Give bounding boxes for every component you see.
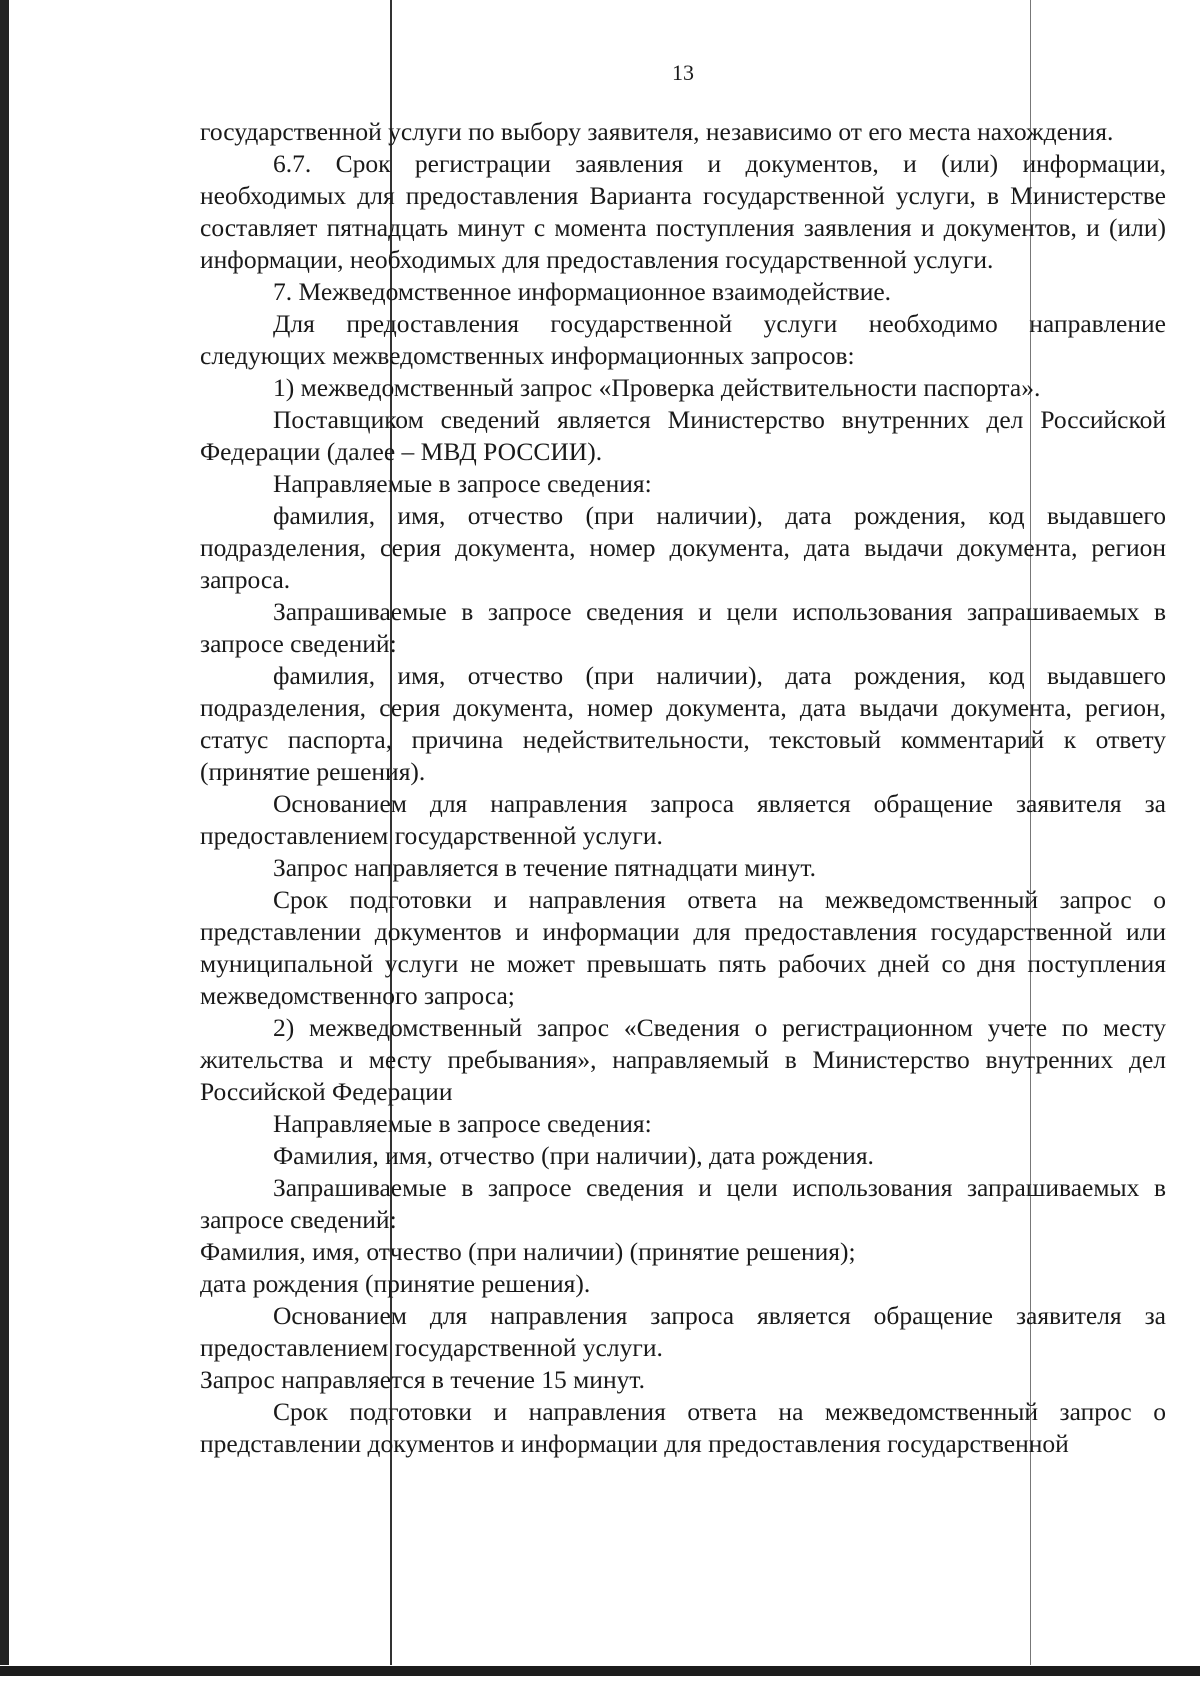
scan-edge-bottom-bar [0,1666,1200,1676]
paragraph: Запрашиваемые в запросе сведения и цели использования запрашиваемых в запросе сведений: [200,597,1166,658]
paragraph: государственной услуги по выбору заявителя, независимо от его места нахождения. [200,117,1114,146]
list-item: 1) межведомственный запрос «Проверка действительности паспорта». [273,373,1041,402]
page-number: 13 [672,60,694,85]
paragraph: Фамилия, имя, отчество (при наличии) (принятие решения); [200,1237,856,1266]
paragraph: дата рождения (принятие решения). [200,1269,591,1298]
paragraph: Запрос направляется в течение пятнадцати минут. [273,853,817,882]
paragraph: Срок подготовки и направления ответа на межведомственный запрос о представлении документов и информации для предоставления государственной или муниципальной услуги не может превышать пять рабочих дней со дня поступления межведомственного запроса; [200,885,1166,1010]
paragraph: Запрашиваемые в запросе сведения и цели использования запрашиваемых в запросе сведений: [200,1173,1166,1234]
paragraph: 6.7. Срок регистрации заявления и документов, и (или) информации, необходимых для предоставления Варианта государственной услуги, в Министерстве составляет пятнадцать минут с момента поступления заявления и документов, и (или) информации, необходимых для предоставления государственной услуги. [200,149,1166,274]
paragraph: фамилия, имя, отчество (при наличии), дата рождения, код выдавшего подразделения, серия документа, номер документа, дата выдачи документа, регион, статус паспорта, причина недействительности, текстовый комментарий к ответу (принятие решения). [200,661,1166,786]
paragraph: Основанием для направления запроса является обращение заявителя за предоставлением государственной услуги. [200,1301,1166,1362]
paragraph: Запрос направляется в течение 15 минут. [200,1365,645,1394]
paragraph: Основанием для направления запроса является обращение заявителя за предоставлением государственной услуги. [200,789,1166,850]
section-heading: 7. Межведомственное информационное взаимодействие. [273,277,892,306]
list-item: 2) межведомственный запрос «Сведения о регистрационном учете по месту жительства и месту пребывания», направляемый в Министерство внутренних дел Российской Федерации [200,1013,1166,1106]
paragraph: фамилия, имя, отчество (при наличии), дата рождения, код выдавшего подразделения, серия документа, номер документа, дата выдачи документа, регион запроса. [200,501,1166,594]
paragraph: Фамилия, имя, отчество (при наличии), дата рождения. [273,1141,874,1170]
paragraph: Направляемые в запросе сведения: [273,1109,652,1138]
paragraph: Направляемые в запросе сведения: [273,469,652,498]
paragraph: Срок подготовки и направления ответа на межведомственный запрос о представлении документов и информации для предоставления государственной [200,1397,1166,1458]
document-body [200,116,1166,1460]
scan-edge-left [0,0,9,1694]
paragraph: Для предоставления государственной услуги необходимо направление следующих межведомственных информационных запросов: [200,309,1166,370]
paragraph: Поставщиком сведений является Министерство внутренних дел Российской Федерации (далее – МВД РОССИИ). [200,405,1166,466]
